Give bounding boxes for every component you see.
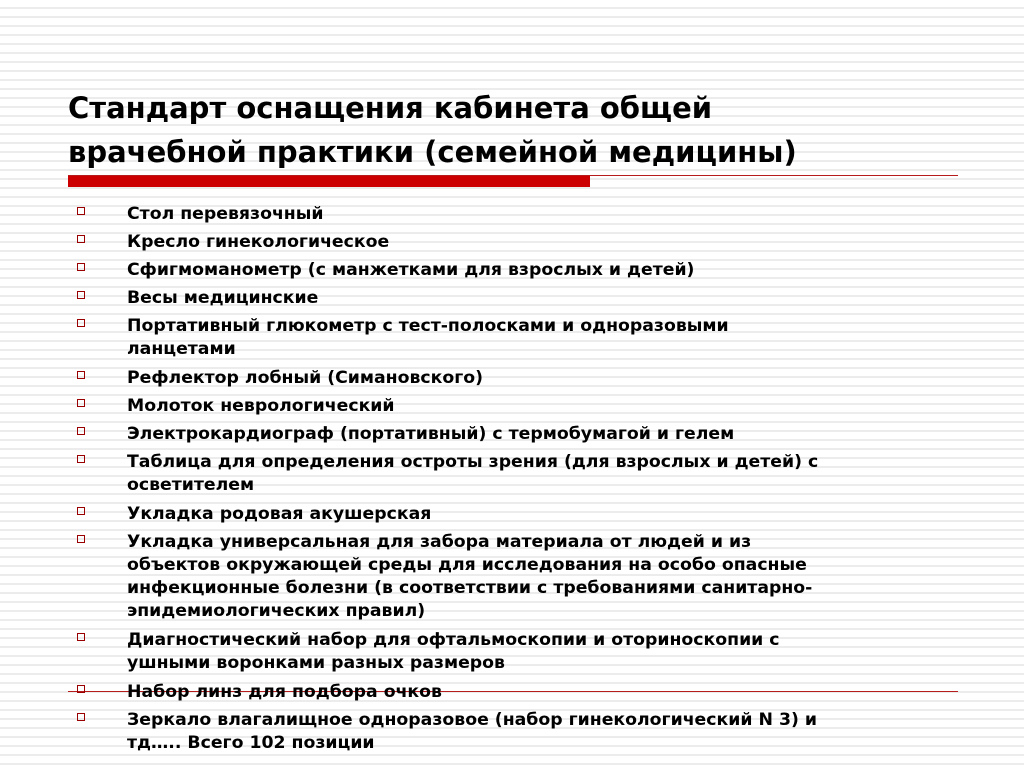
square-bullet-icon xyxy=(77,371,85,379)
square-bullet-icon xyxy=(77,633,85,641)
slide-title-line-1: Стандарт оснащения кабинета общей xyxy=(68,91,713,125)
list-item-line: ушными воронками разных размеров xyxy=(127,653,505,673)
list-item-text xyxy=(127,503,947,526)
list-item-line: инфекционные болезни (в соответствии с требованиями санитарно- xyxy=(127,578,813,598)
square-bullet-icon xyxy=(77,291,85,299)
square-bullet-icon xyxy=(77,399,85,407)
list-item-line: Укладка универсальная для забора материала от людей и из xyxy=(127,532,752,552)
list-item-line: Укладка родовая акушерская xyxy=(127,504,432,524)
list-item-text xyxy=(127,367,947,390)
list-item-text xyxy=(127,531,947,623)
list-item-text xyxy=(127,709,947,755)
list-item-text xyxy=(127,203,947,226)
list-item-text xyxy=(127,395,947,418)
square-bullet-icon xyxy=(77,455,85,463)
list-item-text xyxy=(127,315,947,361)
square-bullet-icon xyxy=(77,263,85,271)
list-item-text xyxy=(127,231,947,254)
square-bullet-icon xyxy=(77,535,85,543)
list-item-line: Таблица для определения остроты зрения (для взрослых и детей) с xyxy=(127,452,819,472)
list-item-line: тд….. Всего 102 позиции xyxy=(127,733,375,753)
list-item-line: Рефлектор лобный (Симановского) xyxy=(127,368,484,388)
list-item-line: Зеркало влагалищное одноразовое (набор гинекологический N 3) и xyxy=(127,710,818,730)
square-bullet-icon xyxy=(77,207,85,215)
slide-title-line-2: врачебной практики (семейной медицины) xyxy=(68,135,797,169)
list-item-line: Набор линз для подбора очков xyxy=(127,682,442,702)
list-item-line: Стол перевязочный xyxy=(127,204,324,224)
square-bullet-icon xyxy=(77,427,85,435)
list-item-line: Весы медицинские xyxy=(127,288,319,308)
list-item-line: Электрокардиограф (портативный) с термобумагой и гелем xyxy=(127,424,735,444)
list-item-text xyxy=(127,259,947,282)
list-item-text xyxy=(127,681,947,704)
list-item-line: ланцетами xyxy=(127,339,236,359)
list-item-text xyxy=(127,287,947,310)
square-bullet-icon xyxy=(77,507,85,515)
list-item-line: эпидемиологических правил) xyxy=(127,601,426,621)
square-bullet-icon xyxy=(77,713,85,721)
list-item-text xyxy=(127,423,947,446)
square-bullet-icon xyxy=(77,235,85,243)
square-bullet-icon xyxy=(77,319,85,327)
list-item-line: осветителем xyxy=(127,475,255,495)
list-item-line: Сфигмоманометр (с манжетками для взрослых и детей) xyxy=(127,260,695,280)
list-item-line: Молоток неврологический xyxy=(127,396,395,416)
list-item-line: Кресло гинекологическое xyxy=(127,232,390,252)
list-item-line: Портативный глюкометр с тест-полосками и одноразовыми xyxy=(127,316,729,336)
list-item-text xyxy=(127,451,947,497)
square-bullet-icon xyxy=(77,685,85,693)
list-item-line: объектов окружающей среды для исследования на особо опасные xyxy=(127,555,807,575)
list-item-text xyxy=(127,629,947,675)
list-item-line: Диагностический набор для офтальмоскопии и оториноскопии с xyxy=(127,630,780,650)
